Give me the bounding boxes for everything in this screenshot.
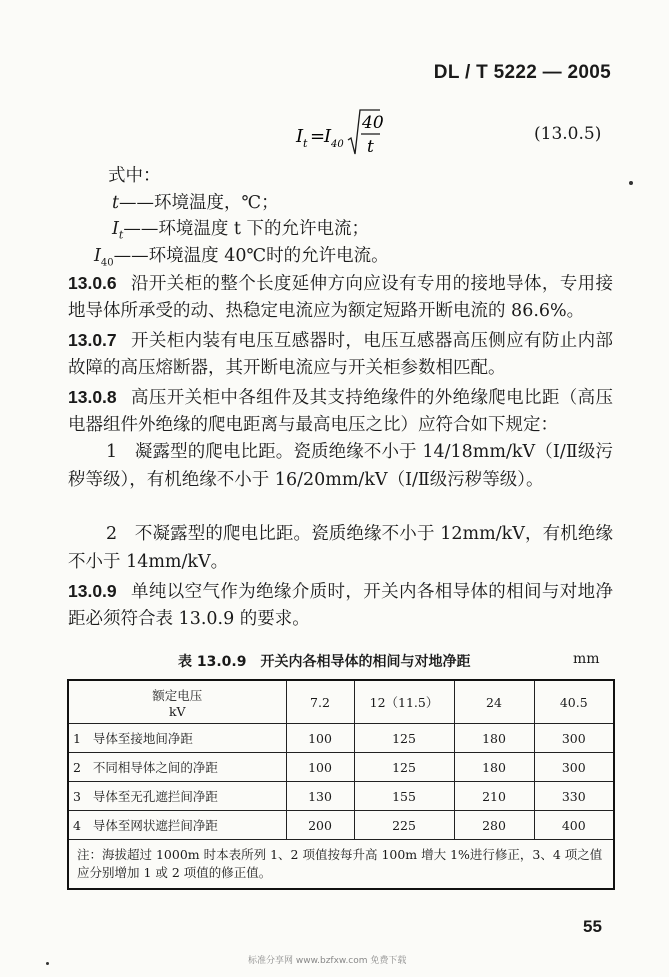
table-header-row bbox=[68, 680, 614, 724]
table-cell: 200 bbox=[286, 811, 354, 840]
def-t bbox=[112, 190, 279, 217]
clause-13-0-8-item-1: 1 凝露型的爬电比距。瓷质绝缘不小于 14/18mm/kV（Ⅰ/Ⅱ级污秽等级），有机绝缘不小于 16/20mm/kV（Ⅰ/Ⅱ级污秽等级）。 bbox=[68, 442, 613, 490]
formula-graphic bbox=[296, 108, 396, 162]
table-cell: 155 bbox=[354, 782, 454, 811]
table-unit: mm bbox=[573, 651, 600, 667]
speck bbox=[629, 181, 633, 185]
header-rated-voltage bbox=[68, 680, 286, 724]
header-unit: kV bbox=[168, 703, 186, 719]
row-text: 导体至接地间净距 bbox=[92, 731, 193, 746]
table-cell: 330 bbox=[534, 782, 614, 811]
column-header: 12（11.5） bbox=[354, 680, 454, 724]
table-cell: 400 bbox=[534, 811, 614, 840]
page-number: 55 bbox=[583, 917, 602, 936]
clause-number: 13.0.8 bbox=[68, 387, 117, 407]
clause-text: 开关柜内装有电压互感器时，电压互感器高压侧应有防止内部故障的高压熔断器，其开断电流应与开关柜参数相匹配。 bbox=[68, 331, 613, 378]
table-cell: 280 bbox=[454, 811, 534, 840]
column-header: 40.5 bbox=[534, 680, 614, 724]
table-note: 注：海拔超过 1000m 时本表所列 1、2 项值按每升高 100m 增大 1%进行修正，3、4 项之值应分别增加 1 或 2 项值的修正值。 bbox=[68, 840, 614, 890]
header-label: 额定电压 bbox=[152, 687, 203, 703]
def-it-symbol: I bbox=[112, 219, 119, 239]
footer-watermark: 标准分享网 www.bzfxw.com 免费下载 bbox=[248, 956, 407, 966]
clause-13-0-6 bbox=[68, 270, 613, 325]
column-header: 7.2 bbox=[286, 680, 354, 724]
row-label bbox=[68, 753, 286, 782]
table-cell: 125 bbox=[354, 724, 454, 753]
table-cell: 180 bbox=[454, 753, 534, 782]
table-cell: 130 bbox=[286, 782, 354, 811]
table-cell: 300 bbox=[534, 753, 614, 782]
equation-number: (13.0.5) bbox=[534, 124, 602, 144]
def-t-symbol: t bbox=[112, 193, 120, 213]
row-label bbox=[68, 724, 286, 753]
clause-13-0-9 bbox=[68, 578, 613, 633]
formula bbox=[296, 108, 396, 167]
table-cell: 300 bbox=[534, 724, 614, 753]
clause-number: 13.0.9 bbox=[68, 581, 117, 601]
formula-eq: = bbox=[310, 126, 326, 147]
formula-den: t bbox=[367, 137, 374, 157]
standard-header: DL / T 5222 — 2005 bbox=[433, 62, 611, 83]
formula-num: 40 bbox=[362, 113, 384, 133]
table-row bbox=[68, 811, 614, 840]
table-row bbox=[68, 724, 614, 753]
table-cell: 210 bbox=[454, 782, 534, 811]
clause-number: 13.0.7 bbox=[68, 330, 117, 350]
def-it-sub: t bbox=[118, 228, 124, 242]
table-row bbox=[68, 753, 614, 782]
clearance-table bbox=[67, 679, 615, 890]
table-row bbox=[68, 782, 614, 811]
formula-rhs: I bbox=[324, 126, 332, 147]
row-text: 导体至网状遮拦间净距 bbox=[92, 818, 218, 833]
table-note-row bbox=[68, 840, 614, 890]
formula-rhs-sub: 40 bbox=[331, 139, 344, 150]
clause-text: 单纯以空气作为绝缘介质时，开关内各相导体的相间与对地净距必须符合表 13.0.9 的要求。 bbox=[68, 582, 613, 629]
row-number: 3 bbox=[73, 789, 81, 804]
column-header: 24 bbox=[454, 680, 534, 724]
clause-text: 高压开关柜中各组件及其支持绝缘件的外绝缘爬电比距（高压电器组件外绝缘的爬电距离与最高电压之比）应符合如下规定： bbox=[68, 388, 613, 435]
row-number: 2 bbox=[73, 760, 81, 775]
row-text: 不同相导体之间的净距 bbox=[92, 760, 218, 775]
row-number: 1 bbox=[73, 731, 81, 746]
table-caption: 表 13.0.9 开关内各相导体的相间与对地净距 bbox=[178, 654, 471, 670]
def-i40-symbol: I bbox=[94, 246, 101, 266]
table-cell: 225 bbox=[354, 811, 454, 840]
table-cell: 180 bbox=[454, 724, 534, 753]
row-text: 导体至无孔遮拦间净距 bbox=[92, 789, 218, 804]
formula-lhs-sub: t bbox=[303, 137, 308, 150]
table-cell: 125 bbox=[354, 753, 454, 782]
table-cell: 100 bbox=[286, 724, 354, 753]
speck bbox=[46, 962, 49, 965]
row-label bbox=[68, 782, 286, 811]
def-i40-text: ——环境温度 40℃时的允许电流。 bbox=[113, 246, 389, 266]
def-i40-sub: 40 bbox=[100, 257, 114, 269]
table-cell: 100 bbox=[286, 753, 354, 782]
clause-13-0-8 bbox=[68, 384, 613, 439]
clause-number: 13.0.6 bbox=[68, 273, 117, 293]
defs-intro: 式中： bbox=[108, 166, 161, 186]
clause-13-0-8-item-2: 2 不凝露型的爬电比距。瓷质绝缘不小于 12mm/kV，有机绝缘不小于 14mm/kV。 bbox=[68, 524, 613, 572]
def-t-text: ——环境温度，℃； bbox=[119, 193, 279, 213]
formula-lhs: I bbox=[296, 126, 304, 147]
row-number: 4 bbox=[73, 818, 81, 833]
clause-13-0-7 bbox=[68, 327, 613, 382]
def-it-text: ——环境温度 t 下的允许电流； bbox=[123, 219, 370, 239]
row-label bbox=[68, 811, 286, 840]
clause-text: 沿开关柜的整个长度延伸方向应设有专用的接地导体，专用接地导体所承受的动、热稳定电流应为额定短路开断电流的 86.6%。 bbox=[68, 274, 613, 321]
